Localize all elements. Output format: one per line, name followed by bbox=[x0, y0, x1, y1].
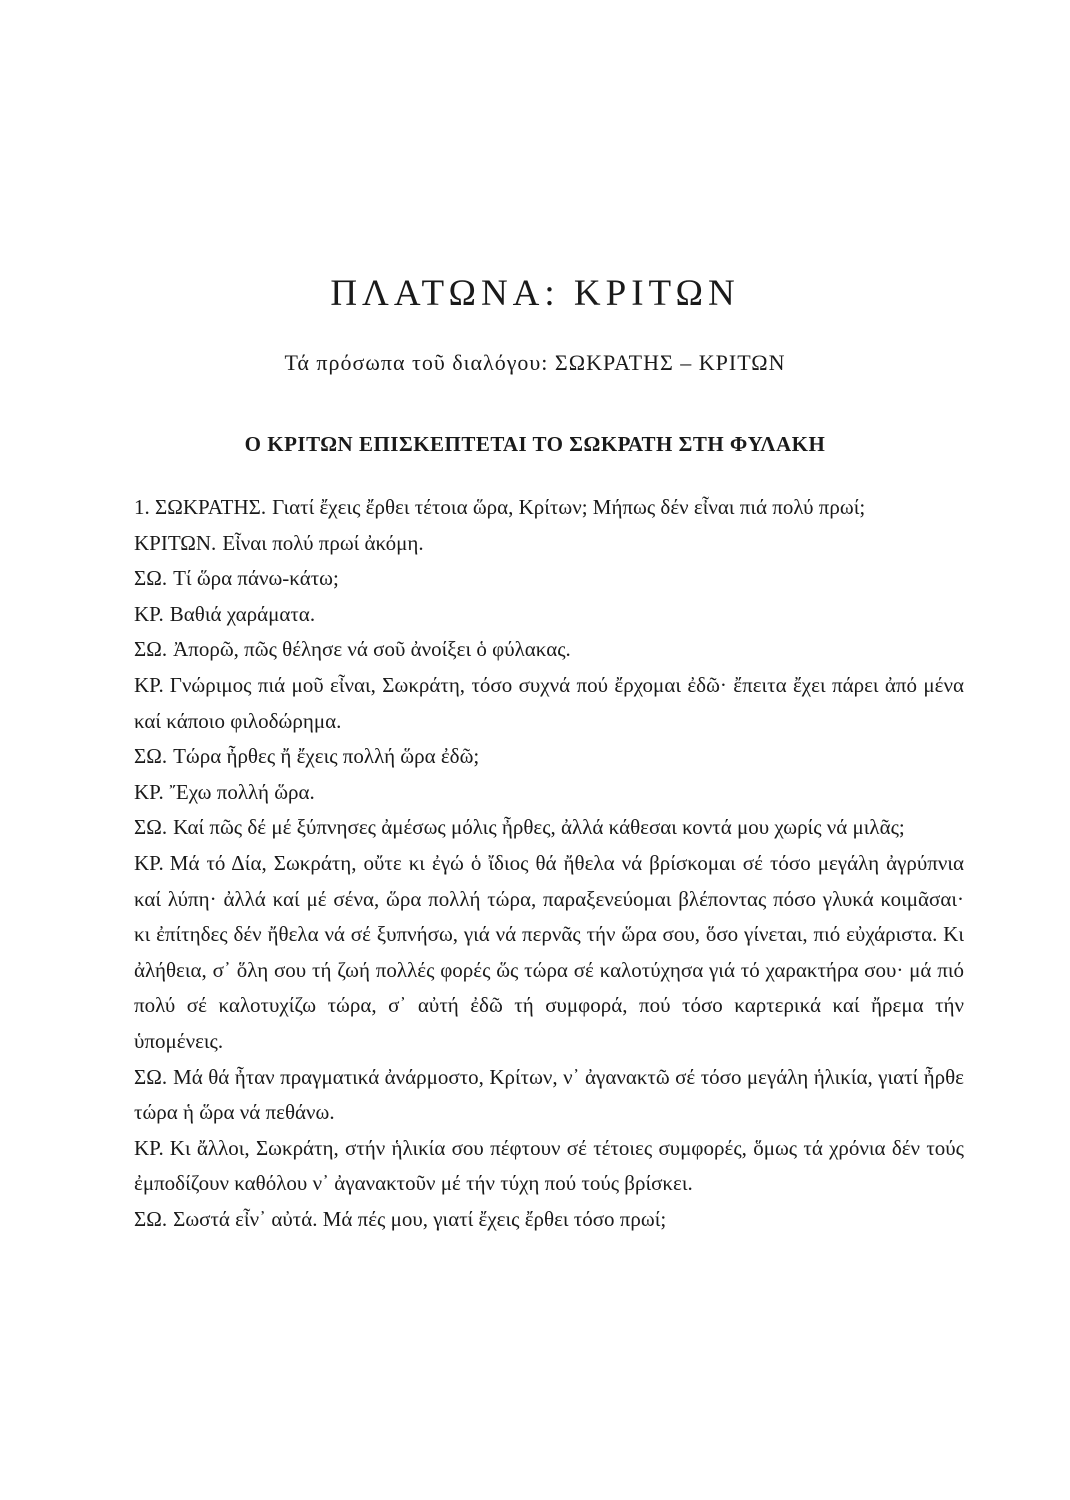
dialogue-line bbox=[134, 775, 964, 811]
line-text: Καί πῶς δέ μέ ξύπνησες ἀμέσως μόλις ἦρθες, ἀλλά κάθεσαι κοντά μου χωρίς νά μιλᾶς; bbox=[173, 815, 905, 840]
speaker-label: ΣΩ. bbox=[134, 566, 168, 591]
dialogue-line bbox=[134, 632, 964, 668]
speaker-label: ΣΩ. bbox=[134, 637, 168, 662]
dialogue-text bbox=[134, 490, 964, 1237]
speaker-label: ΣΩ. bbox=[134, 1206, 168, 1231]
dialogue-line bbox=[134, 597, 964, 633]
speaker-label: ΚΡ. bbox=[134, 779, 164, 804]
line-text: Σωστά εἶν᾿ αὐτά. Μά πές μου, γιατί ἔχεις ἔρθει τόσο πρωί; bbox=[173, 1206, 667, 1231]
speaker-label: ΣΩ. bbox=[134, 744, 168, 769]
line-text: Μά τό Δία, Σωκράτη, οὔτε κι ἐγώ ὁ ἴδιος θά ἤθελα νά βρίσκομαι σέ τόσο μεγάλη ἀγρύπνια καί λύπη· ἀλλά καί μέ σένα, ὥρα πολλή τώρα, παραξενεύομαι βλέποντας πόσο γλυκά κοιμᾶσαι· κι ἐπίτηδες δέν ἤθελα νά σέ ξυπνήσω, γιά νά περνᾶς τήν ὥρα σου, ὅσο γίνεται, πιό εὐχάριστα. Κι ἀλήθεια, σ᾿ ὅλη σου τή ζωή πολλές φορές ὥς τώρα σέ καλοτύχησα γιά τό χαρακτήρα σου· μά πιό πολύ σέ καλοτυχίζω τώρα, σ᾿ αὐτή ἐδῶ τή συμφορά, πού τόσο καρτερικά καί ἤρεμα τήν ὑπομένεις. bbox=[134, 850, 964, 1053]
dialogue-line bbox=[134, 561, 964, 597]
dialogue-line bbox=[134, 490, 964, 526]
dialogue-line bbox=[134, 668, 964, 739]
dialogue-line bbox=[134, 846, 964, 1060]
dialogue-line bbox=[134, 1202, 964, 1238]
speaker-label: ΣΩ. bbox=[134, 815, 168, 840]
line-text: Μά θά ἦταν πραγματικά ἀνάρμοστο, Κρίτων, ν᾿ ἀγανακτῶ σέ τόσο μεγάλη ἡλικία, γιατί ἦρθε τώρα ἡ ὥρα νά πεθάνω. bbox=[134, 1064, 964, 1125]
line-text: Γνώριμος πιά μοῦ εἶναι, Σωκράτη, τόσο συχνά πού ἔρχομαι ἐδῶ· ἔπειτα ἔχει πάρει ἀπό μένα καί κάποιο φιλοδώρημα. bbox=[134, 672, 964, 733]
line-text: Τώρα ἦρθες ἤ ἔχεις πολλή ὥρα ἐδῶ; bbox=[173, 744, 480, 769]
speaker-label: ΚΡΙΤΩΝ. bbox=[134, 530, 217, 555]
line-text: Ἀπορῶ, πῶς θέλησε νά σοῦ ἀνοίξει ὁ φύλακας. bbox=[173, 637, 571, 662]
speaker-label: ΚΡ. bbox=[134, 601, 164, 626]
line-text: Τί ὥρα πάνω-κάτω; bbox=[173, 566, 339, 591]
section-heading: Ο ΚΡΙΤΩΝ ΕΠΙΣΚΕΠΤΕΤΑΙ ΤΟ ΣΩΚΡΑΤΗ ΣΤΗ ΦΥΛΑΚΗ bbox=[244, 432, 826, 456]
speaker-label: 1. ΣΩΚΡΑΤΗΣ. bbox=[134, 495, 267, 519]
page-title: ΠΛΑΤΩΝΑ: ΚΡΙΤΩΝ bbox=[330, 273, 740, 314]
line-text: Κι ἄλλοι, Σωκράτη, στήν ἡλικία σου πέφτουν σέ τέτοιες συμφορές, ὅμως τά χρόνια δέν τούς ἐμποδίζουν καθόλου ν᾿ ἀγανακτοῦν μέ τήν τύχη πού τούς βρίσκει. bbox=[134, 1135, 964, 1196]
dialogue-line bbox=[134, 810, 964, 846]
line-text: Εἶναι πολύ πρωί ἀκόμη. bbox=[222, 530, 424, 555]
dialogue-line bbox=[134, 526, 964, 562]
dialogue-line bbox=[134, 1131, 964, 1202]
line-text: Γιατί ἔχεις ἔρθει τέτοια ὥρα, Κρίτων; Μήπως δέν εἶναι πιά πολύ πρωί; bbox=[272, 495, 866, 519]
speaker-label: ΚΡ. bbox=[134, 1135, 164, 1160]
dialogue-line bbox=[134, 739, 964, 775]
dialogue-line bbox=[134, 1060, 964, 1131]
speaker-label: ΣΩ. bbox=[134, 1064, 168, 1089]
line-text: Ἔχω πολλή ὥρα. bbox=[169, 779, 315, 804]
dialogue-persons: Τά πρόσωπα τοῦ διαλόγου: ΣΩΚΡΑΤΗΣ – ΚΡΙΤΩΝ bbox=[284, 350, 786, 375]
speaker-label: ΚΡ. bbox=[134, 672, 164, 697]
speaker-label: ΚΡ. bbox=[134, 850, 164, 875]
line-text: Βαθιά χαράματα. bbox=[169, 601, 316, 626]
